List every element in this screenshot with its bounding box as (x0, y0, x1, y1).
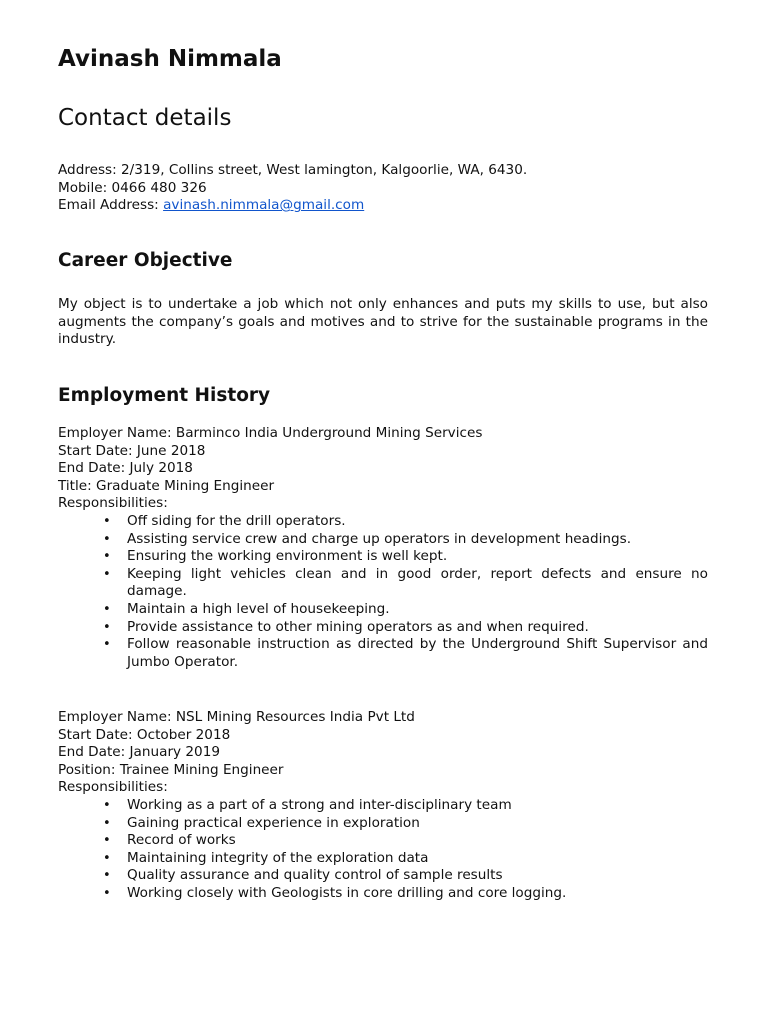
list-item (58, 832, 708, 850)
bullet-icon: • (103, 566, 111, 582)
list-item (58, 797, 708, 815)
bullet-icon: • (103, 797, 111, 813)
list-item-text: Gaining practical experience in exploration (127, 814, 420, 831)
list-item (58, 566, 708, 601)
list-item-text: Follow reasonable instruction as directed by the Underground Shift Supervisor and Jumbo Operator. (127, 636, 708, 670)
email-line (58, 197, 708, 215)
list-item (58, 531, 708, 549)
responsibilities-label: Responsibilities: (58, 495, 168, 512)
career-objective-text: My object is to undertake a job which not only enhances and puts my skills to use, but also augments the company’s goals and motives and to strive for the sustainable programs in the industry. (58, 296, 708, 348)
employment-history-heading: Employment History (58, 385, 271, 406)
contact-details-heading: Contact details (58, 105, 232, 131)
career-objective-heading: Career Objective (58, 250, 233, 271)
bullet-icon: • (103, 513, 111, 529)
job-entry (58, 709, 708, 903)
end-date: End Date: July 2018 (58, 460, 193, 477)
list-item-text: Keeping light vehicles clean and in good order, report defects and ensure no damage. (127, 565, 708, 600)
address-line: Address: 2/319, Collins street, West lamington, Kalgoorlie, WA, 6430. (58, 162, 528, 178)
responsibilities-list (58, 797, 708, 903)
list-item-text: Ensuring the working environment is well kept. (127, 548, 448, 565)
mobile-line: Mobile: 0466 480 326 (58, 179, 207, 196)
list-item-text: Working as a part of a strong and inter-disciplinary team (127, 796, 512, 813)
list-item-text: Off siding for the drill operators. (127, 512, 346, 529)
employer-name: Employer Name: Barminco India Underground Mining Services (58, 425, 483, 441)
job-title: Position: Trainee Mining Engineer (58, 761, 284, 778)
job-title: Title: Graduate Mining Engineer (58, 477, 275, 494)
list-item (58, 636, 708, 671)
bullet-icon: • (103, 885, 111, 901)
bullet-icon: • (103, 815, 111, 831)
bullet-icon: • (103, 833, 111, 849)
end-date: End Date: January 2019 (58, 744, 220, 761)
list-item (58, 850, 708, 868)
bullet-icon: • (103, 601, 111, 617)
list-item (58, 619, 708, 637)
bullet-icon: • (103, 531, 111, 547)
bullet-icon: • (103, 868, 111, 884)
email-link[interactable]: avinash.nimmala@gmail.com (163, 197, 365, 214)
bullet-icon: • (103, 619, 111, 635)
responsibilities-list (58, 513, 708, 671)
contact-details (58, 162, 708, 215)
start-date: Start Date: October 2018 (58, 726, 231, 743)
list-item (58, 548, 708, 566)
list-item-text: Provide assistance to other mining operators as and when required. (127, 618, 589, 635)
job-entry (58, 425, 708, 671)
list-item-text: Assisting service crew and charge up operators in development headings. (127, 530, 632, 547)
start-date: Start Date: June 2018 (58, 442, 206, 459)
list-item (58, 601, 708, 619)
list-item-text: Record of works (127, 832, 236, 849)
list-item (58, 815, 708, 833)
employer-name: Employer Name: NSL Mining Resources India Pvt Ltd (58, 709, 415, 725)
bullet-icon: • (103, 549, 111, 565)
email-label: Email Address: (58, 197, 164, 214)
list-item (58, 513, 708, 531)
list-item (58, 867, 708, 885)
list-item-text: Maintaining integrity of the exploration data (127, 849, 429, 866)
bullet-icon: • (103, 850, 111, 866)
responsibilities-label: Responsibilities: (58, 779, 168, 796)
list-item-text: Working closely with Geologists in core drilling and core logging. (127, 884, 567, 901)
applicant-name: Avinash Nimmala (58, 46, 282, 72)
list-item (58, 885, 708, 903)
list-item-text: Maintain a high level of housekeeping. (127, 600, 390, 617)
list-item-text: Quality assurance and quality control of sample results (127, 867, 503, 884)
bullet-icon: • (103, 637, 111, 653)
